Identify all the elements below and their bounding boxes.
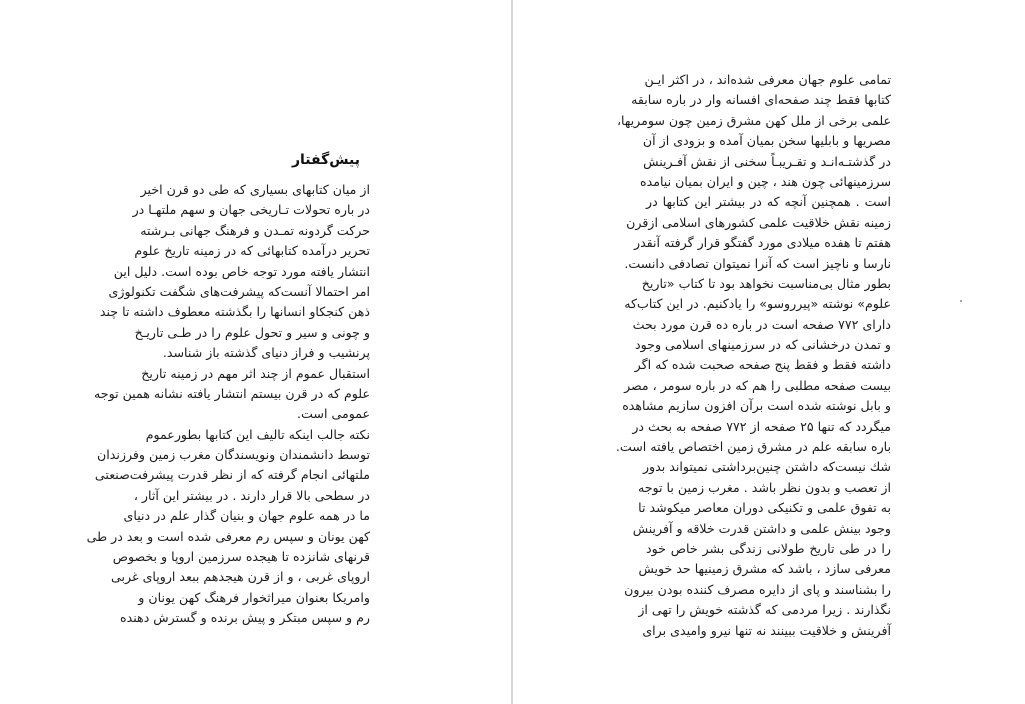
- text-line: نگذارند . زیرا مردمی که گذشته خویش را تهی از: [638, 602, 891, 618]
- text-line: باره سابقه علم در مشرق زمین اختصاص یافته است.: [615, 439, 891, 455]
- text-line: را بشناسند و پای از دایره مصرف کننده بودن بیرون: [624, 581, 891, 597]
- text-line: پرنشیب و فراز دنیای گذشته باز شناسد.: [162, 345, 370, 361]
- text-line: به تفوق علمی و تکنیکی دوران معاصر میکوشد تا: [638, 500, 891, 516]
- text-line: وجود بینش علمی و داشتن قدرت خلاقه و آفرینش: [632, 520, 891, 536]
- text-line: انتشار یافته مورد توجه خاص بوده است. دلیل این: [113, 263, 370, 279]
- text-line: در گذشتـه‌انـد و تقـریبـاً سخنی از نقش آفـرینش: [643, 153, 891, 169]
- page-heading: پیش‌گفتار: [291, 152, 360, 168]
- text-line: از تعصب و بدون نظر باشد . مغرب زمین با توجه: [637, 479, 891, 495]
- text-line: شك نیست‌که داشتن چنین‌برداشتی نمیتواند بدور: [642, 459, 891, 475]
- text-line: سرزمینهائی چون هند ، چین و ایران بمیان نیامده: [640, 173, 891, 189]
- text-line: دارای ۷۷۲ صفحه است در باره ده قرن مورد بحث: [632, 316, 891, 332]
- text-line: در سطحی بالا قرار دارند . در بیشتر این آثار ،: [133, 487, 370, 503]
- text-line: در باره تحولات تـاریخی جهان و سهم ملتهـا در: [132, 202, 370, 218]
- text-line: مصریها و بابلیها سخن بمیان آمده و بزودی از آن: [642, 133, 891, 149]
- text-line: را در طی تاریخ طولانی زندگی بشر خاص خود: [646, 540, 891, 556]
- text-line: نکته جالب اینکه تالیف این کتابها بطورعموم: [145, 426, 370, 442]
- text-line: علوم» نوشته «پیرروسو» را یادکنیم. در این کتاب‌که: [624, 296, 891, 312]
- right-page: [513, 0, 1025, 704]
- text-line: رم و سپس مبتکر و پیش برنده و گسترش دهنده: [120, 610, 370, 626]
- text-line: استقبال عموم از چند اثر مهم در زمینه تاریخ: [141, 365, 370, 381]
- text-line: وامریکا بعنوان میراثخوار فرهنگ کهن یونان و: [138, 589, 370, 605]
- text-line: اروپای غربی ، و از قرن هیجدهم ببعد اروپای غربی: [111, 569, 370, 585]
- text-line: بطور مثال بی‌مناسبت نخواهد بود تا کتاب «تاریخ: [641, 275, 891, 291]
- text-line: کهن یونان و سپس رم معرفی شده است و بعد در طی: [86, 528, 370, 544]
- text-line: تمامی علوم جهان معرفی شده‌اند ، در اکثر ایـن: [644, 72, 891, 87]
- text-line: بیست صفحه مطلبی را هم که در باره سومر ، مصر: [624, 377, 891, 393]
- scan-speck: [960, 300, 962, 302]
- text-line: علمی برخی از ملل کهن مشرق زمین چون سومریها،: [616, 112, 891, 128]
- text-line: و چونی و سیر و تحول علوم را در طـی تاریـخ: [134, 324, 370, 340]
- left-page: [0, 0, 512, 704]
- text-line: عمومی است.: [297, 406, 370, 422]
- text-line: امر احتمالا آنست‌که پیشرفت‌های شگفت تکنولوژی: [108, 283, 370, 299]
- text-line: تحریر درآمده کتابهائی که در زمینه تاریخ علوم: [134, 243, 370, 259]
- text-line: ما در همه علوم جهان و بنیان گذار علم در دنیای: [123, 508, 370, 524]
- text-line: کتابها فقط چند صفحه‌ای افسانه وار در باره سابقه: [631, 92, 891, 108]
- text-line: است . همچنین آنچه که در بیشتر این کتابها در: [646, 194, 891, 210]
- right-page-body: [615, 70, 891, 641]
- text-line: حرکت گردونه تمـدن و فرهنگ جهانی بـرشته: [140, 222, 370, 238]
- text-line: داشته فقط و فقط پنج صفحه صحبت شده که اگر: [634, 357, 891, 373]
- text-line: ملتهائی انجام گرفته که از نظر قدرت پیشرفت‌صنعتی: [94, 467, 370, 483]
- left-page-body: [86, 180, 370, 629]
- text-line: و بابل نوشته شده است برآن افزون سازیم مشاهده: [622, 398, 891, 414]
- text-line: قرنهای شانزده تا هیجده سرزمین اروپا و بخصوص: [112, 549, 370, 565]
- text-line: توسط دانشمندان ونویسندگان مغرب زمین وفرزندان: [97, 447, 370, 463]
- text-line: هفتم تا هفده میلادی مورد گفتگو قرار گرفته آنقدر: [633, 235, 891, 251]
- text-line: آفرینش و خلاقیت ببینند نه تنها نیرو وامیدی برای: [642, 622, 891, 638]
- text-line: علوم که در قرن بیستم انتشار یافته نشانه همین توجه: [94, 385, 370, 401]
- text-line: معرفی سازد ، باشد که مشرق زمینیها حد خویش: [638, 561, 891, 577]
- text-line: میگردد که تنها ۲۵ صفحه از ۷۷۲ صفحه به بحث در: [632, 418, 891, 434]
- text-line: از میان کتابهای بسیاری که طی دو قرن اخیر: [140, 182, 370, 197]
- text-line: زمینه نقش خلاقیت علمی کشورهای اسلامی ازقرن: [626, 214, 891, 230]
- text-line: ذهن کنجکاو انسانها را بگذشته معطوف داشته تا چند: [99, 304, 370, 320]
- text-line: نارسا و ناچیز است که آنرا نمیتوان تصادفی دانست.: [624, 255, 891, 271]
- text-line: و تمدن درخشانی که در سرزمینهای اسلامی وجود: [635, 337, 891, 353]
